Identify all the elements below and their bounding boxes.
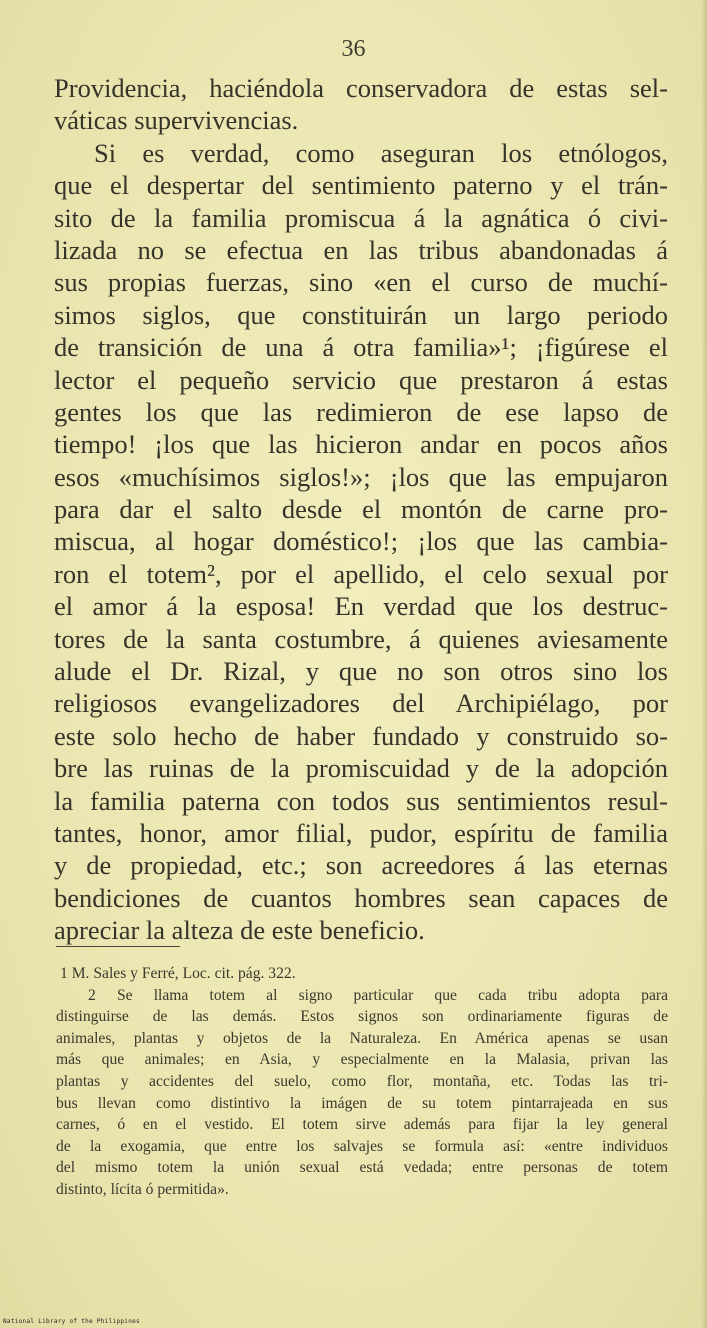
footnote-line: animales, plantas y objetos de la Naturaleza. En América apenas se usan [56,1029,668,1047]
body-line: religiosos evangelizadores del Archipiélago, por [54,688,668,719]
body-line: tantes, honor, amor filial, pudor, espíritu de familia [54,817,668,848]
body-line: tores de la santa costumbre, á quienes aviesamente [54,623,668,654]
body-line: y de propiedad, etc.; son acreedores á las eternas [54,850,668,881]
body-line: váticas supervivencias. [54,105,299,136]
footnotes [56,963,668,1201]
body-text [54,72,668,947]
body-line: de transición de una á otra familia»¹; ¡figúrese el [54,332,668,363]
body-line: Si es verdad, como aseguran los etnólogos, [94,137,668,168]
footnote-line: bus llevan como distintivo la imágen de su totem pintarrajeada en sus [56,1094,668,1112]
page-edge-shadow [701,0,707,1328]
body-line: para dar el salto desde el montón de carne pro- [54,494,668,525]
footnote-line: carnes, ó en el vestido. El totem sirve además para fijar la ley general [56,1116,668,1134]
body-line: la familia paterna con todos sus sentimientos resul- [54,785,668,816]
body-line: sito de la familia promiscua á la agnática ó civi- [54,202,668,233]
footnote-line: distinto, lícita ó permitida». [56,1180,229,1198]
body-line: lizada no se efectua en las tribus abandonadas á [54,234,668,265]
body-line: lector el pequeño servicio que prestaron á estas [54,364,668,395]
body-line: esos «muchísimos siglos!»; ¡los que las empujaron [54,461,668,492]
body-line: ron el totem², por el apellido, el celo sexual por [54,558,668,589]
footnote-line: distinguirse de las demás. Estos signos son ordinariamente figuras de [56,1008,668,1026]
body-line: bendiciones de cuantos hombres sean capaces de [54,882,668,913]
library-credit: National Library of the Philippines [3,1318,140,1325]
body-line: que el despertar del sentimiento paterno y el trán- [54,170,668,201]
body-line: gentes los que las redimieron de ese lapso de [54,396,668,427]
footnote-line: 2 Se llama totem al signo particular que cada tribu adopta para [88,986,668,1004]
body-line: este solo hecho de haber fundado y construido so- [54,720,668,751]
body-line: tiempo! ¡los que las hicieron andar en pocos años [54,429,668,460]
body-line: alude el Dr. Rizal, y que no son otros sino los [54,656,668,687]
body-line: miscua, al hogar doméstico!; ¡los que las cambia- [54,526,668,557]
footnote-line: plantas y accidentes del suelo, como flor, montaña, etc. Todas las tri- [56,1072,668,1090]
body-line: bre las ruinas de la promiscuidad y de la adopción [54,753,668,784]
footnote-line: de la exogamia, que entre los salvajes se formula así: «entre individuos [56,1137,668,1155]
body-line: Providencia, haciéndola conservadora de estas sel- [54,73,668,103]
body-line: el amor á la esposa! En verdad que los destruc- [54,591,668,622]
body-line: apreciar la alteza de este beneficio. [54,915,425,946]
footnote-line: del mismo totem la unión sexual está vedada; entre personas de totem [56,1159,668,1177]
body-line: sus propias fuerzas, sino «en el curso de muchí- [54,267,668,298]
footnote-line: 1 M. Sales y Ferré, Loc. cit. pág. 322. [60,965,296,982]
footnote-divider [56,946,180,947]
footnote-line: más que animales; en Asia, y especialmente en la Malasia, privan las [56,1051,668,1069]
page-number: 36 [341,36,366,62]
body-line: simos siglos, que constituirán un largo periodo [54,299,668,330]
